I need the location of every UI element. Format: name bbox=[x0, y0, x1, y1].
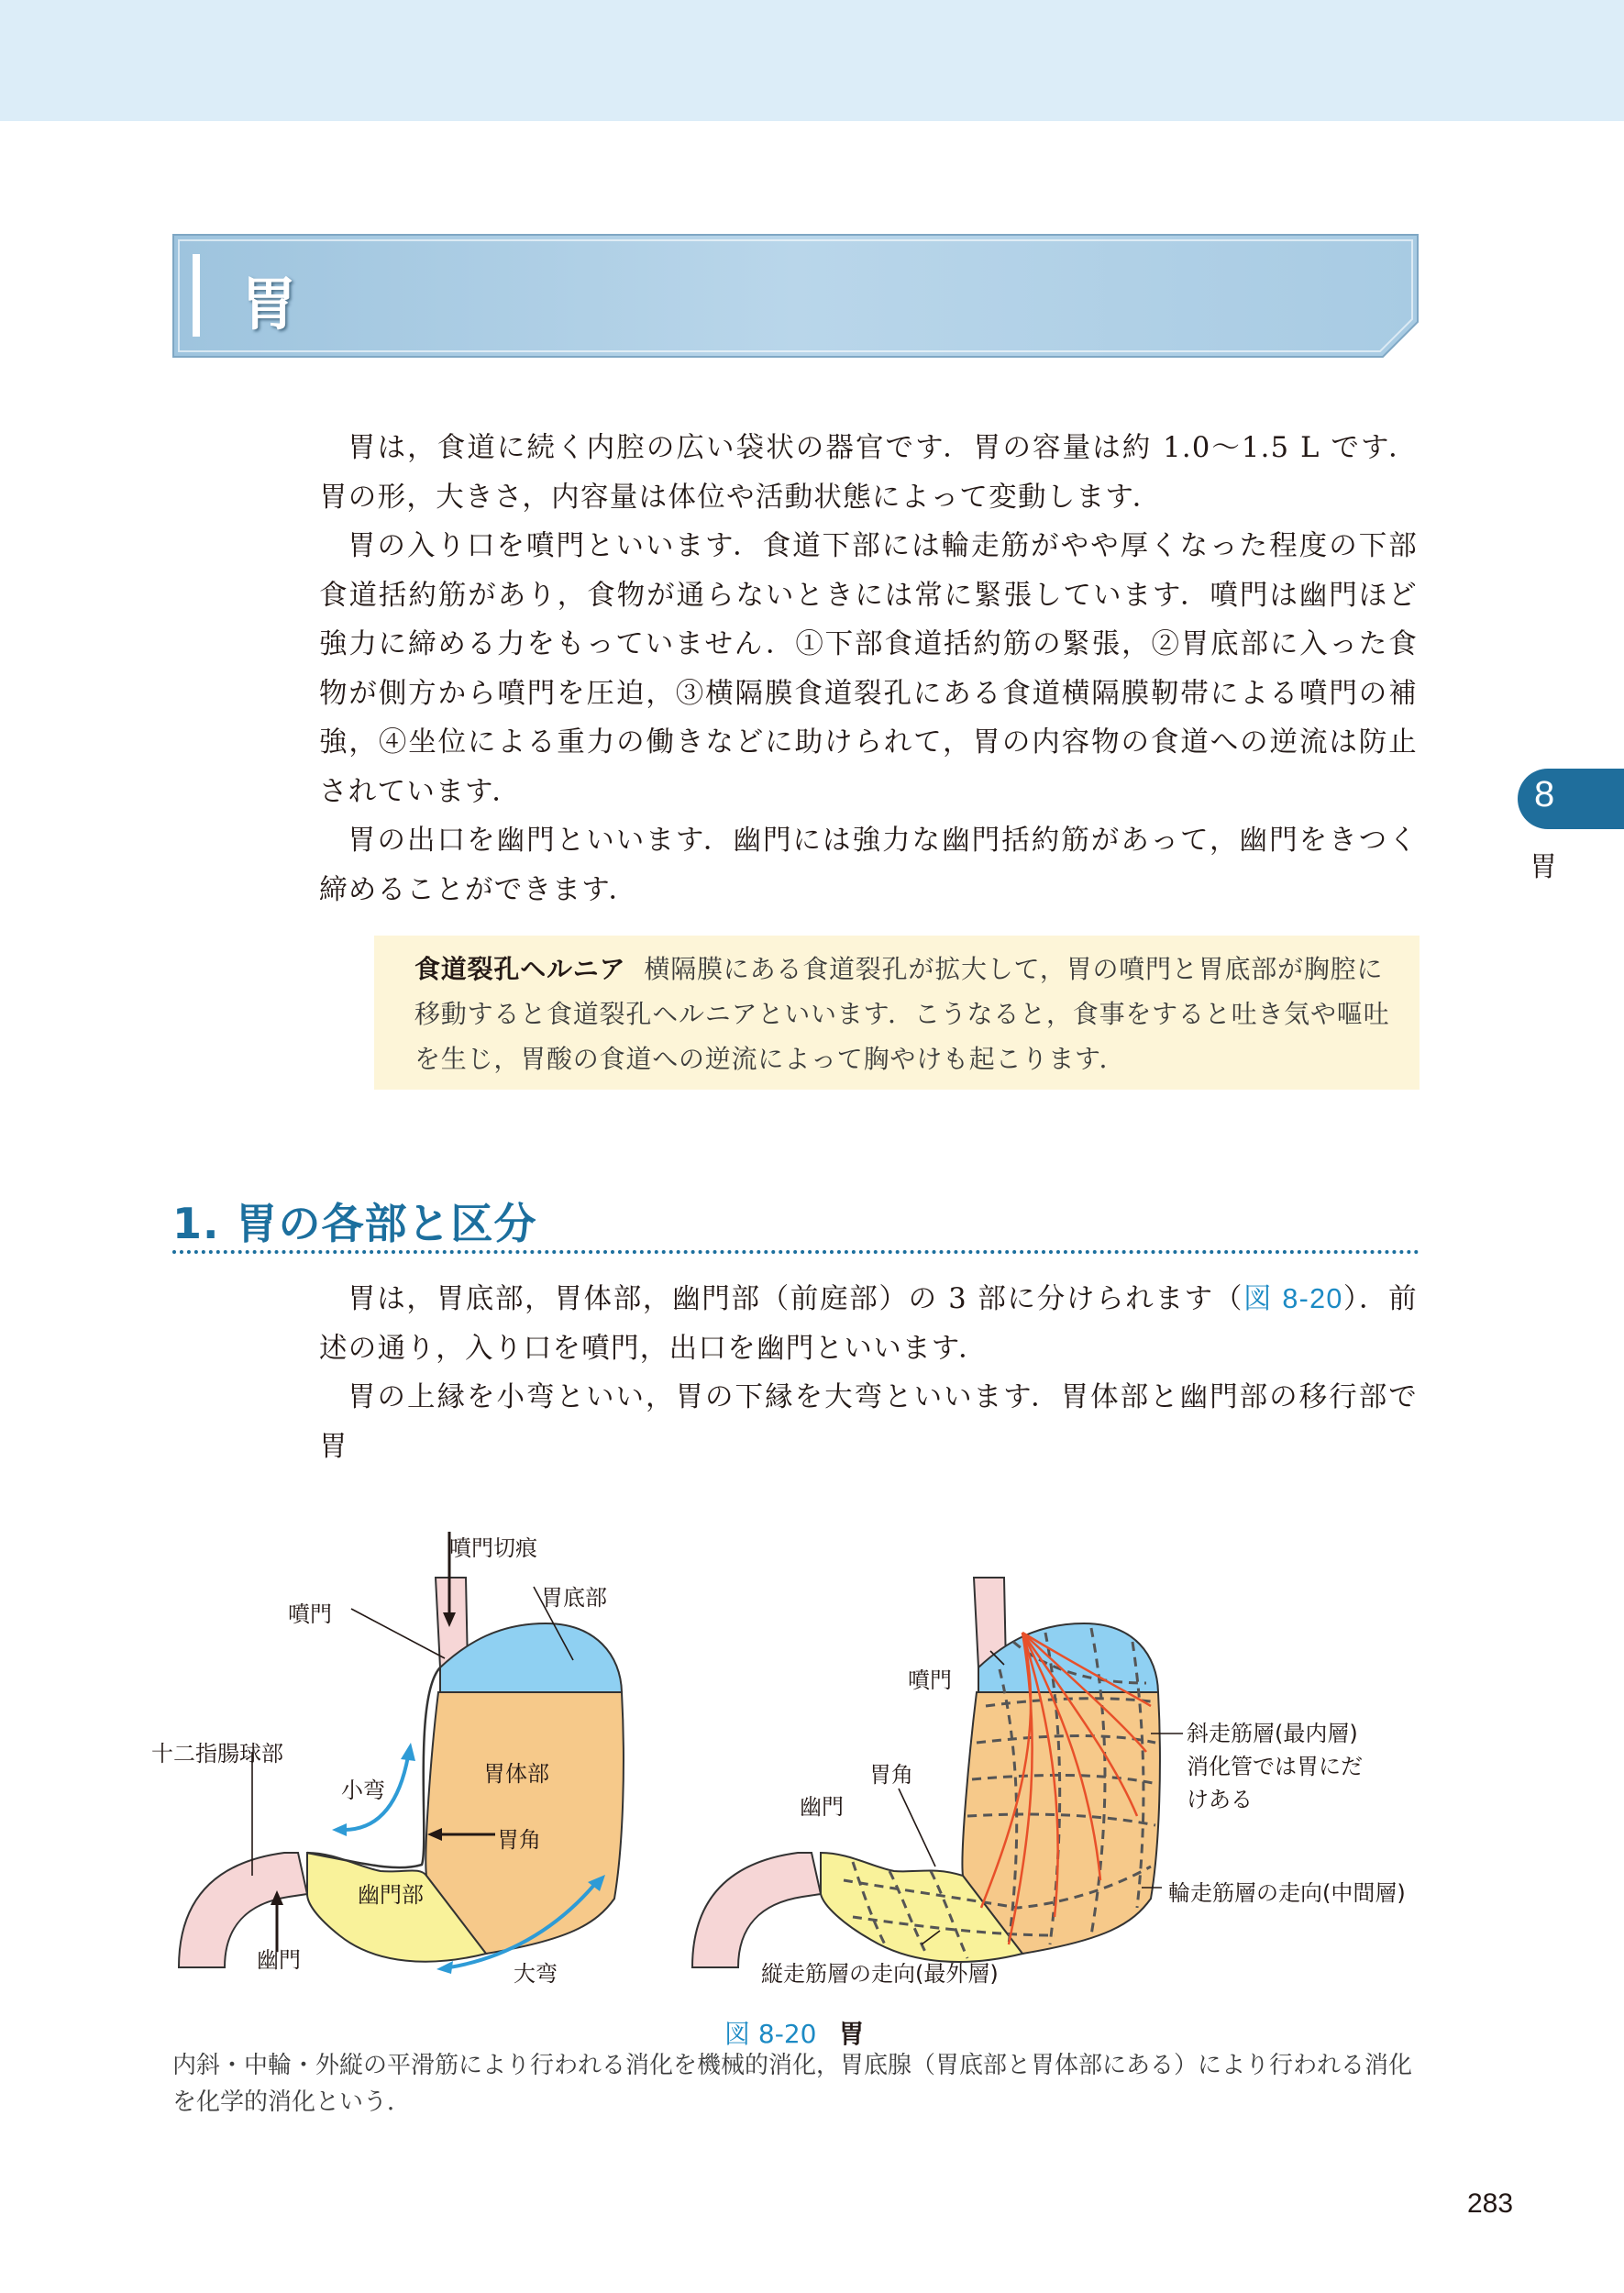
intro-text bbox=[319, 424, 1418, 914]
figure-title: 胃 bbox=[838, 2019, 865, 2049]
label-longitudinal-layer: 縦走筋層の走向(最外層) bbox=[761, 1961, 999, 1987]
page-number: 283 bbox=[1467, 2188, 1514, 2219]
label-angle-right: 胃角 bbox=[869, 1762, 913, 1788]
label-circular-layer: 輪走筋層の走向(中間層) bbox=[1168, 1880, 1406, 1906]
label-lesser-curvature: 小弯 bbox=[341, 1778, 385, 1803]
label-oblique-layer: 斜走筋層(最内層) bbox=[1187, 1721, 1358, 1746]
label-duodenal-bulb: 十二指腸球部 bbox=[151, 1741, 283, 1767]
paragraph: 胃の上縁を小弯といい，胃の下縁を大弯といいます．胃体部と幽門部の移行部で胃 bbox=[319, 1381, 1418, 1463]
top-band bbox=[0, 0, 1624, 121]
outer-curve bbox=[307, 1667, 440, 1867]
label-oblique-note: けある bbox=[1187, 1787, 1253, 1812]
label-greater-curvature: 大弯 bbox=[514, 1961, 558, 1987]
figure-caption bbox=[724, 2014, 864, 2051]
section-text bbox=[319, 1275, 1418, 1471]
paragraph: 胃の入り口を噴門といいます．食道下部には輪走筋がやや厚くなった程度の下部食道括約筋があり，食物が通らないときには常に緊張しています．噴門は幽門ほど強力に締める力をもっていません．①下部食道括約筋の緊張，②胃底部に入った食物が側方から噴門を圧迫，③横隔膜食道裂孔にある食道横隔膜靭帯による噴門の補強，④坐位による重力の働きなどに助けられて，胃の内容物の食道への逆流は防止されています． bbox=[319, 530, 1418, 808]
label-pyloric-part: 幽門部 bbox=[358, 1882, 424, 1908]
label-pylorus: 幽門 bbox=[257, 1947, 301, 1973]
label-angle: 胃角 bbox=[497, 1827, 541, 1853]
chapter-title-banner bbox=[172, 234, 1420, 358]
stomach-figure bbox=[138, 1513, 1486, 2012]
label-cardia-right: 噴門 bbox=[908, 1667, 952, 1693]
section-heading: 1. 胃の各部と区分 bbox=[172, 1199, 537, 1248]
section-divider bbox=[172, 1250, 1420, 1254]
label-cardiac-notch: 噴門切痕 bbox=[449, 1535, 537, 1561]
figure-reference-link[interactable]: 図 8-20 bbox=[1243, 1283, 1343, 1314]
figure-description: 内斜・中輪・外縦の平滑筋により行われる消化を機械的消化，胃底腺（胃底部と胃体部にある）により行われる消化を化学的消化という． bbox=[172, 2052, 1413, 2116]
figure-number: 図 8-20 bbox=[724, 2019, 817, 2049]
right-stomach bbox=[692, 1578, 1183, 1967]
note-text bbox=[414, 947, 1400, 1081]
paragraph: 胃は，胃底部，胃体部，幽門部（前庭部）の 3 部に分けられます（図 8-20）．前述の通り，入り口を噴門，出口を幽門といいます． bbox=[319, 1283, 1418, 1365]
paragraph: 胃の出口を幽門といいます．幽門には強力な幽門括約筋があって，幽門をきつく締めることができます． bbox=[319, 825, 1418, 906]
chapter-title: 胃 bbox=[240, 271, 300, 338]
label-fundus: 胃底部 bbox=[541, 1585, 607, 1611]
label-cardia: 噴門 bbox=[288, 1601, 332, 1627]
label-body: 胃体部 bbox=[483, 1761, 549, 1787]
label-oblique-note: 消化管では胃にだ bbox=[1187, 1754, 1363, 1779]
note-term: 食道裂孔ヘルニア bbox=[414, 954, 626, 984]
duodenum bbox=[692, 1853, 821, 1967]
note-body: 横隔膜にある食道裂孔が拡大して，胃の噴門と胃底部が胸腔に移動すると食道裂孔ヘルニアといいます．こうなると，食事をすると吐き気や嘔吐を生じ，胃酸の食道への逆流によって胸やけも起こります． bbox=[414, 954, 1390, 1074]
paragraph: 胃は，食道に続く内腔の広い袋状の器官です．胃の容量は約 1.0〜1.5 L です．胃の形，大きさ，内容量は体位や活動状態によって変動します． bbox=[319, 432, 1418, 514]
chapter-side-label: 胃 bbox=[1530, 851, 1557, 883]
label-pylorus-right: 幽門 bbox=[800, 1794, 844, 1820]
chapter-tab-number: 8 bbox=[1534, 774, 1555, 814]
